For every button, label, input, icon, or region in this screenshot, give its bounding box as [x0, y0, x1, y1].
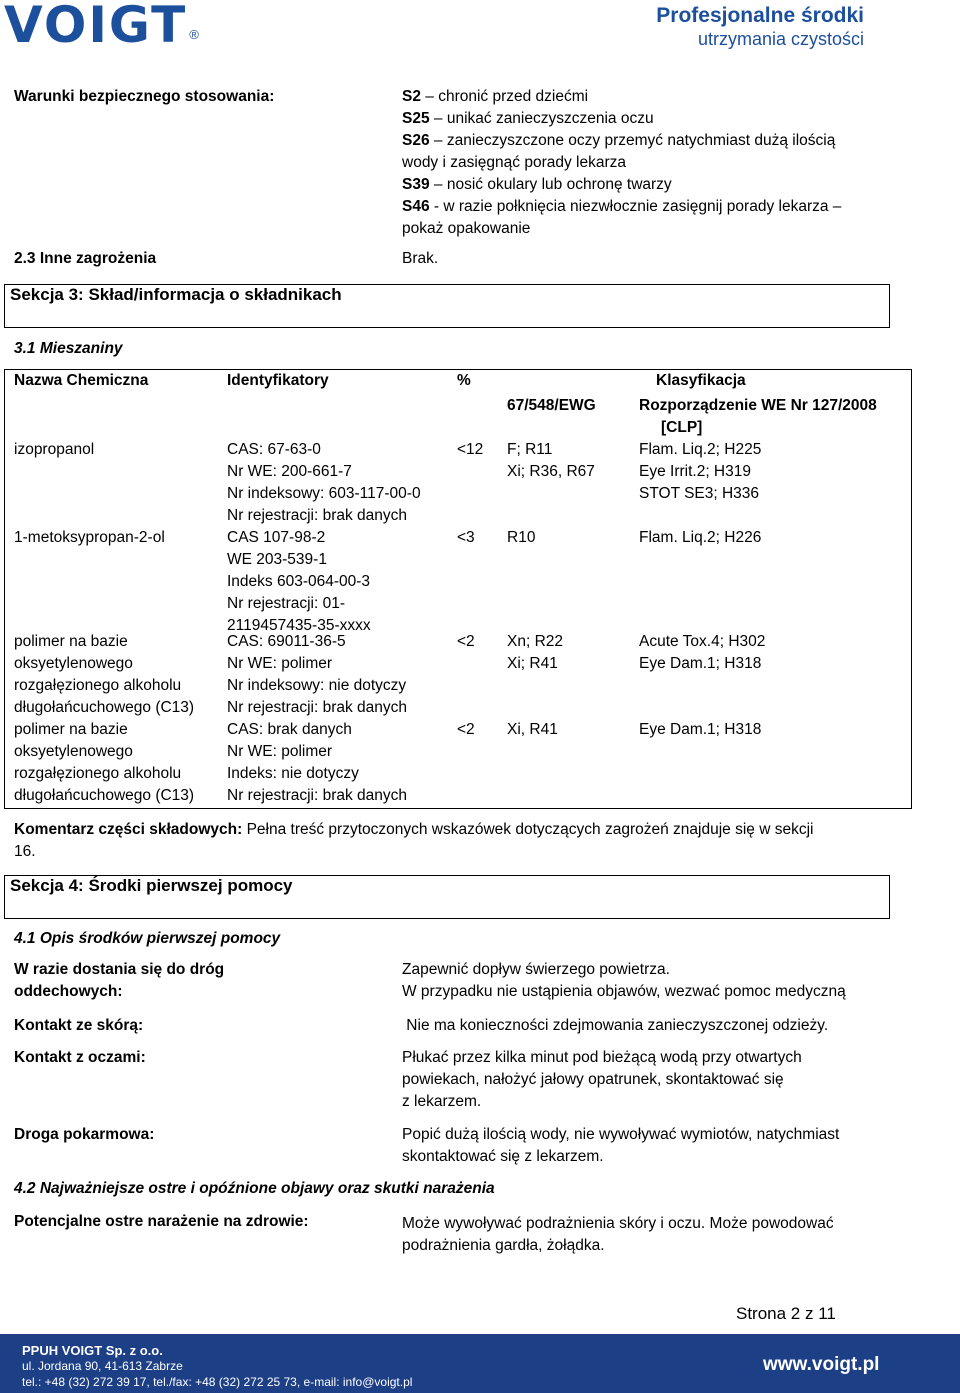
table-cell-clp: STOT SE3; H336	[639, 485, 760, 502]
table-cell-ewg: F; R11	[507, 441, 553, 458]
section42-subtitle: 4.2 Najważniejsze ostre i opóźnione objawy oraz skutki narażenia	[14, 1180, 495, 1197]
first-aid-text: Nie ma konieczności zdejmowania zanieczyszczonej odzieży.	[402, 1017, 829, 1034]
acute-exposure-line: podrażnienia gardła, żołądka.	[402, 1237, 605, 1254]
table-cell-pct: <12	[457, 441, 484, 458]
logo-text: VOIGT	[4, 0, 188, 54]
first-aid-label: oddechowych:	[14, 983, 123, 1000]
header-ids: Identyfikatory	[227, 372, 329, 389]
acute-exposure-label: Potencjalne ostre narażenie na zdrowie:	[14, 1213, 309, 1230]
table-cell-clp: Eye Dam.1; H318	[639, 655, 762, 672]
condition-line	[402, 108, 892, 130]
table-cell-name: izopropanol	[14, 441, 95, 458]
table-cell-clp: Eye Dam.1; H318	[639, 721, 762, 738]
header-name: Nazwa Chemiczna	[14, 372, 149, 389]
first-aid-text: powiekach, nałożyć jałowy opatrunek, skontaktować się	[402, 1071, 784, 1088]
table-cell-ids: Nr rejestracji: 01-	[227, 595, 345, 612]
component-comment	[14, 819, 894, 863]
first-aid-text: Popić dużą ilością wody, nie wywoływać wymiotów, natychmiast	[402, 1126, 840, 1143]
table-cell-name: rozgałęzionego alkoholu	[14, 677, 182, 694]
condition-text: - w razie połknięcia niezwłocznie zasięgnij porady lekarza –	[429, 198, 842, 215]
condition-line	[402, 174, 892, 196]
other-hazards-label: 2.3 Inne zagrożenia	[14, 250, 157, 267]
condition-code: S2	[402, 88, 421, 105]
table-cell-ids: Nr WE: 200-661-7	[227, 463, 352, 480]
condition-line	[402, 130, 892, 152]
first-aid-text: Płukać przez kilka minut pod bieżącą wodą przy otwartych	[402, 1049, 802, 1066]
condition-code: S46	[402, 198, 430, 215]
conditions-list	[402, 86, 892, 240]
header-ewg: 67/548/EWG	[507, 397, 596, 414]
table-cell-ids: Nr rejestracji: brak danych	[227, 699, 408, 716]
table-cell-ids: Nr WE: polimer	[227, 655, 333, 672]
section4-title: Sekcja 4: Środki pierwszej pomocy	[10, 876, 293, 895]
table-cell-ids: CAS 107-98-2	[227, 529, 326, 546]
first-aid-text: W przypadku nie ustąpienia objawów, wezwać pomoc medyczną	[402, 983, 846, 1000]
table-cell-ids: CAS: 69011-36-5	[227, 633, 346, 650]
condition-line	[402, 86, 892, 108]
condition-code: S26	[402, 132, 430, 149]
table-cell-clp: Flam. Liq.2; H226	[639, 529, 762, 546]
section3-title: Sekcja 3: Skład/informacja o składnikach	[10, 285, 342, 304]
table-cell-pct: <3	[457, 529, 475, 546]
table-cell-ids: Nr rejestracji: brak danych	[227, 507, 408, 524]
condition-text: – nosić okulary lub ochronę twarzy	[429, 176, 672, 193]
table-cell-pct: <2	[457, 721, 475, 738]
condition-text: wody i zasięgnąć porady lekarza	[402, 154, 627, 171]
condition-line	[402, 218, 892, 240]
footer-contact: tel.: +48 (32) 272 39 17, tel./fax: +48 (32) 272 25 73, e-mail: info@voigt.pl	[22, 1375, 413, 1389]
condition-code: S39	[402, 176, 430, 193]
table-cell-name: 1-metoksypropan-2-ol	[14, 529, 165, 546]
table-cell-ids: WE 203-539-1	[227, 551, 327, 568]
tagline-line2: utrzymania czystości	[697, 29, 864, 49]
table-cell-ids: CAS: brak danych	[227, 721, 352, 738]
table-cell-ids: 2119457435-35-xxxx	[227, 617, 371, 634]
table-cell-ids: Nr WE: polimer	[227, 743, 333, 760]
condition-text: – chronić przed dziećmi	[420, 88, 589, 105]
first-aid-label: W razie dostania się do dróg	[14, 961, 225, 978]
table-cell-name: oksyetylenowego	[14, 743, 133, 760]
table-cell-ids: Nr indeksowy: nie dotyczy	[227, 677, 407, 694]
page-number: Strona 2 z 11	[736, 1304, 836, 1323]
other-hazards-value: Brak.	[402, 250, 439, 267]
condition-text: – unikać zanieczyszczenia oczu	[429, 110, 654, 127]
condition-line	[402, 152, 892, 174]
condition-text: – zanieczyszczone oczy przemyć natychmiast dużą ilością	[429, 132, 836, 149]
header-class: Klasyfikacja	[656, 372, 746, 389]
table-cell-ewg: Xn; R22	[507, 633, 564, 650]
acute-exposure-line: Może wywoływać podrażnienia skóry i oczu. Może powodować	[402, 1215, 834, 1232]
comment-text-2: 16.	[14, 843, 36, 860]
footer-company: PPUH VOIGT Sp. z o.o.	[22, 1343, 163, 1358]
table-cell-ewg: R10	[507, 529, 536, 546]
table-cell-ids: Indeks 603-064-00-3	[227, 573, 371, 590]
mixtures-table	[4, 369, 912, 809]
condition-line	[402, 196, 892, 218]
footer-address: ul. Jordana 90, 41-613 Zabrze	[22, 1359, 183, 1373]
header-pct: %	[457, 372, 471, 389]
footer	[0, 1334, 960, 1393]
table-cell-ewg: Xi, R41	[507, 721, 558, 738]
comment-text: Pełna treść przytoczonych wskazówek dotyczących zagrożeń znajduje się w sekcji	[242, 821, 814, 838]
table-cell-clp: Eye Irrit.2; H319	[639, 463, 751, 480]
first-aid-text: Zapewnić dopływ świerzego powietrza.	[402, 961, 670, 978]
table-cell-ids: Indeks: nie dotyczy	[227, 765, 359, 782]
table-cell-ewg: Xi; R36, R67	[507, 463, 595, 480]
first-aid-label: Kontakt z oczami:	[14, 1049, 146, 1066]
table-cell-ids: Nr indeksowy: 603-117-00-0	[227, 485, 421, 502]
first-aid-text: skontaktować się z lekarzem.	[402, 1148, 604, 1165]
first-aid-label: Droga pokarmowa:	[14, 1126, 155, 1143]
condition-text: pokaż opakowanie	[402, 220, 531, 237]
first-aid-text: z lekarzem.	[402, 1093, 482, 1110]
table-cell-ids: Nr rejestracji: brak danych	[227, 787, 408, 804]
table-cell-pct: <2	[457, 633, 475, 650]
table-cell-name: oksyetylenowego	[14, 655, 133, 672]
table-cell-name: długołańcuchowego (C13)	[14, 699, 195, 716]
section3-subtitle: 3.1 Mieszaniny	[14, 340, 123, 357]
table-cell-ids: CAS: 67-63-0	[227, 441, 321, 458]
registered-mark: ®	[189, 26, 199, 42]
first-aid-label: Kontakt ze skórą:	[14, 1017, 144, 1034]
table-cell-name: rozgałęzionego alkoholu	[14, 765, 182, 782]
condition-code: S25	[402, 110, 430, 127]
table-cell-clp: Flam. Liq.2; H225	[639, 441, 762, 458]
table-cell-name: polimer na bazie	[14, 633, 128, 650]
conditions-label: Warunki bezpiecznego stosowania:	[14, 88, 275, 105]
footer-website-link[interactable]: www.voigt.pl	[763, 1354, 880, 1375]
table-cell-name: długołańcuchowego (C13)	[14, 787, 195, 804]
section4-subtitle: 4.1 Opis środków pierwszej pomocy	[14, 930, 281, 947]
table-cell-clp: Acute Tox.4; H302	[639, 633, 766, 650]
table-cell-ewg: Xi; R41	[507, 655, 558, 672]
voigt-logo	[4, 0, 199, 56]
header-clp1: Rozporządzenie WE Nr 127/2008	[639, 397, 877, 414]
tagline-line1: Profesjonalne środki	[656, 4, 864, 27]
acute-exposure-text	[402, 1213, 834, 1257]
comment-label: Komentarz części składowych:	[14, 821, 243, 838]
table-cell-name: polimer na bazie	[14, 721, 128, 738]
header-clp2: [CLP]	[661, 419, 703, 436]
